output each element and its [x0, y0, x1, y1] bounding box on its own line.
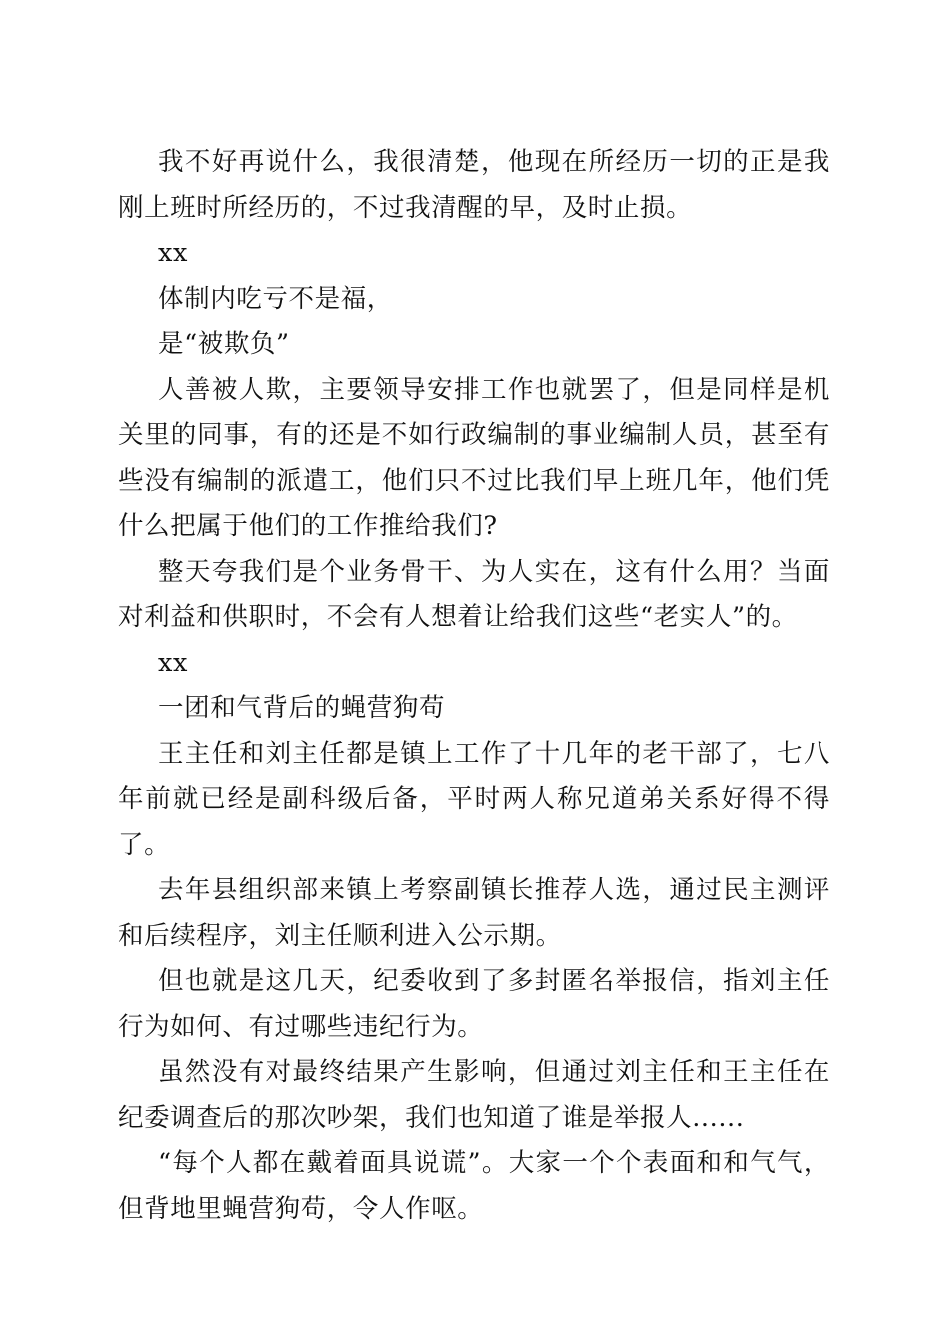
paragraph: 去年县组织部来镇上考察副镇长推荐人选，通过民主测评和后续程序，刘主任顺利进入公示期。 [118, 875, 830, 951]
section-marker: xx [158, 238, 188, 268]
paragraph: 虽然没有对最终结果产生影响，但通过刘主任和王主任在纪委调查后的那次吵架，我们也知道了谁是举报人...... [118, 1057, 830, 1133]
paragraph: 整天夸我们是个业务骨干、为人实在，这有什么用？当面对利益和供职时，不会有人想着让给我们这些“老实人”的。 [118, 556, 830, 632]
section-heading-line-2: 是“被欺负” [158, 329, 290, 359]
section-heading: 一团和气背后的蝇营狗苟 [158, 693, 446, 723]
section-marker: xx [158, 647, 188, 678]
paragraph: 王主任和刘主任都是镇上工作了十几年的老干部了，七八年前就已经是副科级后备，平时两人称兄道弟关系好得不得了。 [118, 738, 830, 860]
paragraph: “每个人都在戴着面具说谎”。大家一个个表面和和气气，但背地里蝇营狗苟，令人作呕。 [118, 1148, 830, 1224]
body-text [118, 140, 830, 1232]
paragraph: 人善被人欺，主要领导安排工作也就罢了，但是同样是机关里的同事，有的还是不如行政编制的事业编制人员，甚至有些没有编制的派遣工，他们只不过比我们早上班几年，他们凭什么把属于他们的工作推给我们? [118, 374, 830, 541]
paragraph: 但也就是这几天，纪委收到了多封匿名举报信，指刘主任行为如何、有过哪些违纪行为。 [118, 966, 830, 1042]
paragraph: 我不好再说什么，我很清楚，他现在所经历一切的正是我刚上班时所经历的，不过我清醒的早，及时止损。 [118, 147, 830, 223]
section-heading-line-1: 体制内吃亏不是福， [158, 283, 393, 314]
